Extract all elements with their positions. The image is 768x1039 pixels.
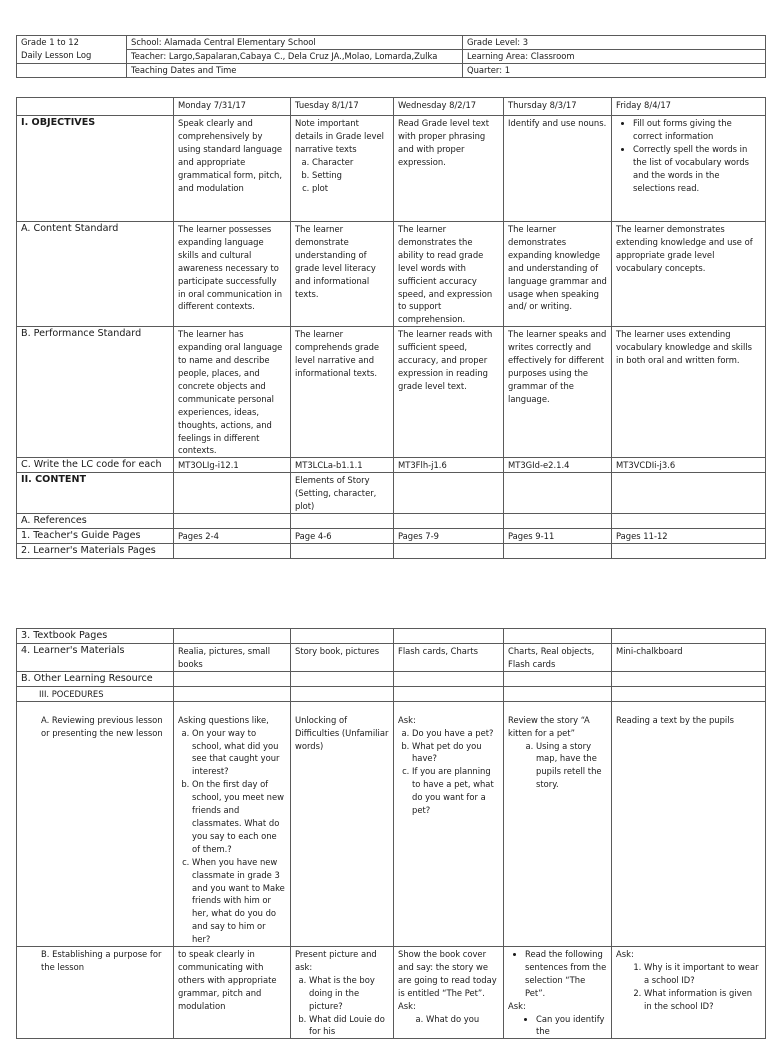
procedures-label: III. POCEDURES (17, 686, 174, 701)
reviewing-thu (504, 701, 612, 946)
reviewing-label (17, 701, 174, 946)
empty-cell (291, 544, 394, 559)
content-wed (394, 473, 504, 514)
content-standard-fri: The learner demonstrates extending knowledge and use of appropriate grade level vocabulary concepts. (612, 222, 766, 327)
purpose-thu-ask: Ask: (508, 1000, 526, 1011)
reviewing-wed (394, 701, 504, 946)
reviewing-thu-intro: Review the story “A kitten for a pet” (508, 714, 590, 738)
empty-cell (174, 544, 291, 559)
list-item: a. Character (312, 156, 389, 169)
purpose-label (17, 947, 174, 1039)
empty-cell (394, 671, 504, 686)
reviewing-mon (174, 701, 291, 946)
content-fri (612, 473, 766, 514)
empty-cell (174, 671, 291, 686)
objectives-label: I. OBJECTIVES (17, 116, 174, 222)
list-item: • Read the following sentences from the selection “The Pet”. (525, 948, 607, 1000)
empty-cell (504, 544, 612, 559)
empty-cell (504, 671, 612, 686)
references-label: A. References (17, 514, 174, 529)
day-tuesday: Tuesday 8/1/17 (291, 98, 394, 116)
purpose-wed-ask: Ask: (398, 1000, 416, 1011)
empty-cell (174, 629, 291, 644)
lesson-table (16, 97, 766, 559)
list-item: • Can you identify the (536, 1013, 607, 1039)
content-standard-mon: The learner possesses expanding language skills and cultural awareness necessary to participate successfully in oral communication in different contexts. (174, 222, 291, 327)
content-label: II. CONTENT (17, 473, 174, 514)
reviewing-fri: Reading a text by the pupils (612, 701, 766, 946)
list-item: a. Do you have a pet? (412, 727, 499, 740)
list-item: 2. What information is given in the school ID? (644, 987, 761, 1013)
teachers-guide-thu: Pages 9-11 (504, 529, 612, 544)
content-standard-label: A. Content Standard (17, 222, 174, 327)
lc-code-thu: MT3GId-e2.1.4 (504, 458, 612, 473)
content-tue: Elements of Story (Setting, character, plot) (291, 473, 394, 514)
learners-materials-tue: Story book, pictures (291, 644, 394, 672)
performance-standard-thu: The learner speaks and writes correctly and effectively for different purposes using the grammar of the language. (504, 327, 612, 458)
lc-code-wed: MT3Flh-j1.6 (394, 458, 504, 473)
purpose-mon: to speak clearly in communicating with others with appropriate grammar, pitch and modulation (174, 947, 291, 1039)
empty-cell (612, 686, 766, 701)
empty-cell (174, 514, 291, 529)
list-item: a. What is the boy doing in the picture? (309, 974, 389, 1013)
learners-pages-label: 2. Learner's Materials Pages (17, 544, 174, 559)
day-wednesday: Wednesday 8/2/17 (394, 98, 504, 116)
empty-cell (612, 514, 766, 529)
purpose-wed (394, 947, 504, 1039)
school-cell: School: Alamada Central Elementary School (127, 36, 463, 50)
reviewing-wed-intro: Ask: (398, 714, 416, 725)
list-item: a. What do you (426, 1013, 499, 1026)
objectives-tue (291, 116, 394, 222)
dll-line2: Daily Lesson Log (21, 50, 92, 60)
purpose-fri (612, 947, 766, 1039)
list-item: c. When you have new classmate in grade 3 and you want to Make friends with him or her, what do you do and say to him or her? (192, 856, 286, 946)
reviewing-mon-intro: Asking questions like, (178, 714, 269, 725)
list-item: b. What pet do you have? (412, 740, 499, 766)
list-item: c. If you are planning to have a pet, what do you want for a pet? (412, 765, 499, 817)
area-cell: Learning Area: Classroom (463, 50, 766, 64)
empty-cell (291, 671, 394, 686)
performance-standard-fri: The learner uses extending vocabulary knowledge and skills in both oral and written form. (612, 327, 766, 458)
objectives-thu: Identify and use nouns. (504, 116, 612, 222)
corner-cell (17, 98, 174, 116)
list-item: b. On the first day of school, you meet new friends and classmates. What do you say to each one of them.? (192, 778, 286, 855)
day-monday: Monday 7/31/17 (174, 98, 291, 116)
performance-standard-wed: The learner reads with sufficient speed, accuracy, and proper expression in reading grade level text. (394, 327, 504, 458)
purpose-tue-intro: Present picture and ask: (295, 949, 377, 972)
purpose-label-text: B. Establishing a purpose for the lesson (41, 949, 162, 972)
empty-cell (291, 686, 394, 701)
grade-cell: Grade Level: 3 (463, 36, 766, 50)
objectives-tue-intro: Note important details in Grade level narrative texts (295, 118, 384, 154)
empty-cell (394, 629, 504, 644)
day-thursday: Thursday 8/3/17 (504, 98, 612, 116)
list-item: b. Setting (312, 169, 389, 182)
performance-standard-label: B. Performance Standard (17, 327, 174, 458)
list-item: • Correctly spell the words in the list of vocabulary words and the words in the selections read. (633, 143, 761, 195)
lc-code-fri: MT3VCDIi-j3.6 (612, 458, 766, 473)
learners-materials-thu: Charts, Real objects, Flash cards (504, 644, 612, 672)
day-friday: Friday 8/4/17 (612, 98, 766, 116)
empty-cell (504, 686, 612, 701)
learners-materials-fri: Mini-chalkboard (612, 644, 766, 672)
empty-cell (612, 671, 766, 686)
lc-code-tue: MT3LCLa-b1.1.1 (291, 458, 394, 473)
performance-standard-tue: The learner comprehends grade level narrative and informational texts. (291, 327, 394, 458)
performance-standard-mon: The learner has expanding oral language to name and describe people, places, and concrete objects and communicate personal experiences, ideas, thoughts, actions, and feelings in different contexts. (174, 327, 291, 458)
content-thu (504, 473, 612, 514)
other-resource-label: B. Other Learning Resource (17, 671, 174, 686)
objectives-mon: Speak clearly and comprehensively by using standard language and appropriate grammatical form, pitch, and modulation (174, 116, 291, 222)
dates-cell: Teaching Dates and Time (127, 64, 463, 78)
list-item: a. Using a story map, have the pupils retell the story. (536, 740, 607, 792)
empty-cell (612, 544, 766, 559)
textbook-label: 3. Textbook Pages (17, 629, 174, 644)
header-table (16, 35, 766, 78)
list-item: a. On your way to school, what did you see that caught your interest? (192, 727, 286, 779)
dll-title-cell (17, 36, 127, 64)
content-standard-thu: The learner demonstrates expanding knowledge and understanding of language grammar and usage when speaking and/ or writing. (504, 222, 612, 327)
teachers-guide-label: 1. Teacher's Guide Pages (17, 529, 174, 544)
content-mon (174, 473, 291, 514)
empty-cell (504, 629, 612, 644)
lc-code-mon: MT3OLIg-i12.1 (174, 458, 291, 473)
teachers-guide-mon: Pages 2-4 (174, 529, 291, 544)
content-standard-tue: The learner demonstrate understanding of grade level literacy and informational texts. (291, 222, 394, 327)
empty-cell (174, 686, 291, 701)
purpose-thu (504, 947, 612, 1039)
lc-code-label: C. Write the LC code for each (17, 458, 174, 473)
teacher-cell: Teacher: Largo,Sapalaran,Cabaya C., Dela Cruz JA.,Molao, Lomarda,Zulka (127, 50, 463, 64)
content-standard-wed: The learner demonstrates the ability to read grade level words with sufficient accuracy speed, and expression to support comprehension. (394, 222, 504, 327)
empty-cell (291, 629, 394, 644)
teachers-guide-tue: Page 4-6 (291, 529, 394, 544)
list-item: b. What did Louie do for his (309, 1013, 389, 1039)
lesson-table-continued (16, 628, 766, 1039)
dll-line1: Grade 1 to 12 (21, 37, 79, 47)
objectives-fri (612, 116, 766, 222)
quarter-cell: Quarter: 1 (463, 64, 766, 78)
empty-cell (291, 514, 394, 529)
empty-cell (394, 544, 504, 559)
learners-materials-label: 4. Learner's Materials (17, 644, 174, 672)
reviewing-label-text: A. Reviewing previous lesson or presenting the new lesson (41, 714, 163, 738)
empty-cell (394, 686, 504, 701)
objectives-wed: Read Grade level text with proper phrasing and with proper expression. (394, 116, 504, 222)
list-item: c. plot (312, 182, 389, 195)
purpose-tue (291, 947, 394, 1039)
list-item: • Fill out forms giving the correct information (633, 117, 761, 143)
list-item: 1. Why is it important to wear a school ID? (644, 961, 761, 987)
purpose-fri-intro: Ask: (616, 949, 634, 960)
teachers-guide-wed: Pages 7-9 (394, 529, 504, 544)
learners-materials-mon: Realia, pictures, small books (174, 644, 291, 672)
empty-cell (394, 514, 504, 529)
empty-cell (612, 629, 766, 644)
purpose-wed-text: Show the book cover and say: the story we are going to read today is entitled “The Pet”. (398, 949, 497, 998)
blank-cell (17, 64, 127, 78)
learners-materials-wed: Flash cards, Charts (394, 644, 504, 672)
teachers-guide-fri: Pages 11-12 (612, 529, 766, 544)
reviewing-tue: Unlocking of Difficulties (Unfamiliar words) (291, 701, 394, 946)
empty-cell (504, 514, 612, 529)
